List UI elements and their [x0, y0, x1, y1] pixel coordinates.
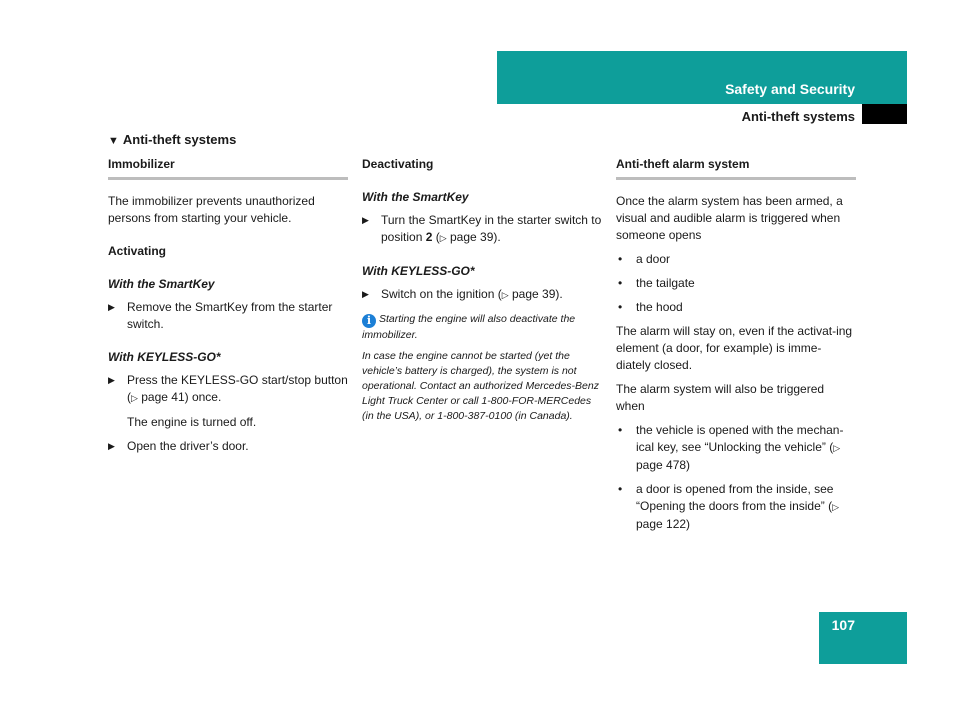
section-title-text: Anti-theft systems — [122, 132, 237, 147]
alarm-stay-on: The alarm will stay on, even if the activat-ing element (a door, for example) is imme-diately closed. — [616, 324, 853, 372]
step-text-a: Switch on the ignition ( — [381, 287, 502, 301]
step-press-button — [108, 372, 348, 407]
bullet-icon: • — [618, 423, 623, 437]
column-deactivating — [362, 156, 602, 424]
list-item — [616, 275, 856, 292]
immobilizer-intro: The immobilizer prevents unauthorized persons from starting your vehicle. — [108, 194, 315, 225]
page-ref-icon: ▷ — [833, 443, 841, 453]
step-text: Remove the SmartKey from the starter switch. — [127, 300, 333, 331]
info-note-text: Starting the engine will also deactivate the immobilizer. — [362, 313, 576, 341]
smartkey-subheading: With the SmartKey — [362, 190, 469, 204]
immobilizer-heading: Immobilizer — [108, 156, 348, 180]
list-item-text-a: a door is opened from the inside, see “Opening the doors from the inside” ( — [636, 482, 834, 513]
list-item — [616, 299, 856, 316]
alarm-intro: Once the alarm system has been armed, a visual and audible alarm is triggered when someone opens — [616, 194, 843, 242]
list-item-text: the hood — [636, 300, 683, 314]
arrow-right-icon: ▶ — [362, 215, 369, 225]
list-item-text-b: page 478) — [636, 458, 691, 472]
arrow-right-icon: ▶ — [108, 375, 115, 385]
step-text-a: Turn the SmartKey in the starter switch to position — [381, 213, 602, 244]
step-remove-key — [108, 299, 348, 333]
step-open-door — [108, 438, 348, 455]
activating-heading: Activating — [108, 244, 167, 258]
keyless-subheading: With KEYLESS-GO* — [108, 350, 221, 364]
list-item-text-a: the vehicle is opened with the mechan-ical key, see “Unlocking the vehicle” ( — [636, 423, 844, 454]
alarm-also-triggered: The alarm system will also be triggered when — [616, 382, 825, 413]
step-text-b: page 41) once. — [137, 390, 222, 404]
bullet-icon: • — [618, 300, 623, 314]
bullet-icon: • — [618, 252, 623, 266]
info-detail: In case the engine cannot be started (yet the vehicle’s battery is charged), the system is not operational. Contact an authorized Mercedes-Benz Light Truck Center or call 1-800-FOR-MERCedes (in the USA), or 1-800-387-0100 (in Canada). — [362, 350, 599, 422]
engine-off-note: The engine is turned off. — [127, 415, 257, 429]
keyless-subheading: With KEYLESS-GO* — [362, 264, 475, 278]
page-number: 107 — [831, 617, 855, 633]
section-subtitle: Anti-theft systems — [741, 109, 855, 124]
column-immobilizer — [108, 156, 348, 462]
list-item — [616, 251, 856, 268]
info-note — [362, 312, 602, 343]
step-turn-key — [362, 212, 602, 247]
list-item-text: the tailgate — [636, 276, 695, 290]
list-item-text-b: page 122) — [636, 517, 691, 531]
bullet-icon: • — [618, 482, 623, 496]
bullet-icon: • — [618, 276, 623, 290]
step-text-a: Press the KEYLESS-GO start/stop button ( — [127, 373, 348, 404]
list-item — [616, 422, 856, 474]
step-switch-ignition — [362, 286, 602, 304]
alarm-heading: Anti-theft alarm system — [616, 156, 856, 180]
page-ref-icon: ▷ — [131, 393, 138, 403]
page-ref-icon: ▷ — [832, 502, 840, 512]
smartkey-subheading: With the SmartKey — [108, 277, 215, 291]
column-alarm-system — [616, 156, 856, 540]
page-ref-icon: ▷ — [439, 233, 447, 243]
deactivating-heading: Deactivating — [362, 157, 434, 171]
thumb-tab-marker — [862, 104, 907, 124]
chapter-title: Safety and Security — [725, 81, 855, 97]
arrow-right-icon: ▶ — [362, 289, 369, 299]
info-icon: i — [362, 314, 376, 328]
list-item — [616, 481, 856, 533]
section-title — [108, 131, 236, 150]
step-text-c: page 39). — [446, 230, 501, 244]
page-ref-icon: ▷ — [501, 290, 509, 300]
step-text-b: page 39). — [508, 287, 563, 301]
triangle-down-icon: ▼ — [108, 135, 119, 147]
arrow-right-icon: ▶ — [108, 441, 115, 451]
arrow-right-icon: ▶ — [108, 302, 115, 312]
list-item-text: a door — [636, 252, 671, 266]
step-text: Open the driver’s door. — [127, 439, 249, 453]
step-text-b: ( — [432, 230, 440, 244]
key-position: 2 — [425, 230, 433, 244]
